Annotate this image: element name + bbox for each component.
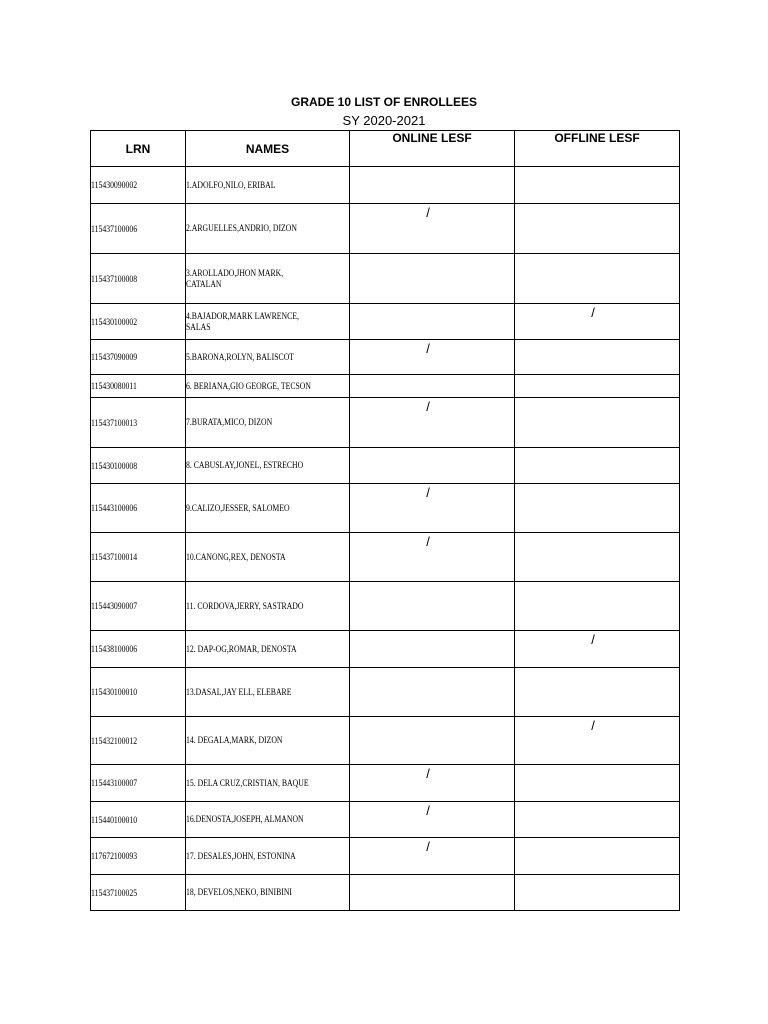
student-name: 7.BURATA,MICO, DIZON — [186, 417, 273, 427]
lrn-cell — [91, 533, 186, 582]
online-lesf-cell — [350, 582, 515, 631]
offline-lesf-cell — [515, 375, 680, 398]
online-check-mark: / — [426, 839, 430, 854]
offline-lesf-cell — [515, 484, 680, 533]
student-name: 4.BAJADOR,MARK LAWRENCE, SALAS — [186, 310, 299, 332]
lrn-value: 115438100006 — [91, 644, 138, 654]
lrn-value: 115437100006 — [91, 223, 138, 234]
student-name: 17. DESALES,JOHN, ESTONINA — [186, 850, 296, 861]
table-row — [91, 167, 680, 204]
lrn-value: 117672100093 — [91, 851, 138, 861]
online-lesf-cell — [350, 484, 515, 533]
name-cell — [186, 875, 350, 911]
offline-lesf-cell — [515, 802, 680, 838]
lrn-value: 115437100013 — [91, 417, 138, 428]
online-lesf-cell — [350, 631, 515, 668]
online-lesf-cell — [350, 340, 515, 375]
lrn-value: 115443100006 — [91, 503, 138, 513]
table-row — [91, 717, 680, 765]
online-lesf-cell — [350, 838, 515, 875]
table-row — [91, 533, 680, 582]
offline-lesf-cell — [515, 631, 680, 668]
student-name: 6. BERIANA,GIO GEORGE, TECSON — [186, 380, 311, 391]
lrn-cell — [91, 582, 186, 631]
student-name: 12. DAP-OG,ROMAR, DENOSTA — [186, 643, 297, 654]
student-name: 15. DELA CRUZ,CRISTIAN, BAQUE — [186, 777, 309, 788]
lrn-value: 115430100010 — [91, 687, 138, 697]
lrn-cell — [91, 717, 186, 765]
online-lesf-cell — [350, 717, 515, 765]
lrn-value: 115430080011 — [91, 381, 137, 391]
lrn-cell — [91, 668, 186, 717]
student-name: 16.DENOSTA,JOSEPH, ALMANON — [186, 814, 304, 824]
table-row — [91, 631, 680, 668]
student-name: 2.ARGUELLES,ANDRIO, DIZON — [186, 223, 297, 233]
header-lrn: LRN — [91, 131, 186, 167]
table-row — [91, 802, 680, 838]
lrn-cell — [91, 448, 186, 484]
student-name: 8. CABUSLAY,JONEL, ESTRECHO — [186, 460, 304, 470]
lrn-cell — [91, 398, 186, 448]
table-body — [91, 167, 680, 911]
lrn-value: 115437100008 — [91, 273, 138, 284]
online-lesf-cell — [350, 533, 515, 582]
table-header-row — [91, 131, 680, 167]
online-check-mark: / — [426, 341, 430, 356]
student-name: 9.CALIZO,JESSER, SALOMEO — [186, 502, 290, 513]
lrn-cell — [91, 204, 186, 254]
table-row — [91, 375, 680, 398]
name-cell — [186, 631, 350, 668]
name-cell — [186, 668, 350, 717]
online-lesf-cell — [350, 398, 515, 448]
name-cell — [186, 448, 350, 484]
name-cell — [186, 340, 350, 375]
lrn-value: 115432100012 — [91, 735, 138, 746]
student-name: 3.AROLLADO,JHON MARK, CATALAN — [186, 267, 284, 289]
online-check-mark: / — [426, 803, 430, 818]
online-lesf-cell — [350, 204, 515, 254]
table-row — [91, 304, 680, 340]
lrn-cell — [91, 304, 186, 340]
online-lesf-cell — [350, 304, 515, 340]
lrn-value: 115443100007 — [91, 778, 138, 788]
online-lesf-cell — [350, 375, 515, 398]
name-cell — [186, 304, 350, 340]
lrn-cell — [91, 631, 186, 668]
online-lesf-cell — [350, 167, 515, 204]
table-row — [91, 582, 680, 631]
table-row — [91, 838, 680, 875]
offline-lesf-cell — [515, 875, 680, 911]
name-cell — [186, 398, 350, 448]
offline-lesf-cell — [515, 340, 680, 375]
online-lesf-cell — [350, 875, 515, 911]
table-row — [91, 448, 680, 484]
header-offline-lesf: OFFLINE LESF — [515, 131, 680, 167]
lrn-value: 115443090007 — [91, 601, 138, 611]
student-name: 5.BARONA,ROLYN, BALISCOT — [186, 351, 295, 362]
table-row — [91, 398, 680, 448]
lrn-cell — [91, 167, 186, 204]
offline-lesf-cell — [515, 717, 680, 765]
enrollees-table — [90, 130, 680, 911]
offline-check-mark: / — [591, 305, 595, 320]
lrn-value: 115440100010 — [91, 814, 138, 825]
school-year: SY 2020-2021 — [342, 113, 426, 128]
name-cell — [186, 802, 350, 838]
name-cell — [186, 484, 350, 533]
name-cell — [186, 765, 350, 802]
student-name: 10.CANONG,REX, DENOSTA — [186, 551, 286, 562]
offline-lesf-cell — [515, 448, 680, 484]
table-row — [91, 340, 680, 375]
lrn-cell — [91, 765, 186, 802]
name-cell — [186, 838, 350, 875]
offline-lesf-cell — [515, 668, 680, 717]
lrn-value: 115430100002 — [91, 316, 138, 327]
table-row — [91, 875, 680, 911]
offline-lesf-cell — [515, 398, 680, 448]
lrn-cell — [91, 340, 186, 375]
offline-lesf-cell — [515, 167, 680, 204]
name-cell — [186, 717, 350, 765]
student-name: 11. CORDOVA,JERRY, SASTRADO — [186, 600, 304, 611]
online-lesf-cell — [350, 254, 515, 304]
online-check-mark: / — [426, 766, 430, 781]
online-check-mark: / — [426, 399, 430, 414]
offline-lesf-cell — [515, 254, 680, 304]
table-row — [91, 204, 680, 254]
lrn-value: 115430090002 — [91, 180, 138, 190]
lrn-value: 115430100008 — [91, 460, 138, 471]
name-cell — [186, 582, 350, 631]
online-lesf-cell — [350, 668, 515, 717]
lrn-cell — [91, 484, 186, 533]
offline-lesf-cell — [515, 304, 680, 340]
lrn-value: 115437100014 — [91, 552, 138, 562]
table-row — [91, 668, 680, 717]
lrn-cell — [91, 802, 186, 838]
lrn-cell — [91, 838, 186, 875]
online-check-mark: / — [426, 205, 430, 220]
offline-lesf-cell — [515, 533, 680, 582]
student-name: 1.ADOLFO,NILO, ERIBAL — [186, 179, 276, 190]
online-check-mark: / — [426, 534, 430, 549]
lrn-cell — [91, 875, 186, 911]
student-name: 18, DEVELOS,NEKO, BINIBINI — [186, 887, 292, 897]
document-title: GRADE 10 LIST OF ENROLLEES — [290, 95, 478, 109]
name-cell — [186, 533, 350, 582]
table-row — [91, 484, 680, 533]
offline-lesf-cell — [515, 838, 680, 875]
lrn-cell — [91, 254, 186, 304]
name-cell — [186, 167, 350, 204]
online-check-mark: / — [426, 485, 430, 500]
lrn-cell — [91, 375, 186, 398]
offline-check-mark: / — [591, 632, 595, 647]
online-lesf-cell — [350, 802, 515, 838]
online-lesf-cell — [350, 765, 515, 802]
online-lesf-cell — [350, 448, 515, 484]
student-name: 14. DEGALA,MARK, DIZON — [186, 735, 283, 745]
offline-lesf-cell — [515, 582, 680, 631]
student-name: 13.DASAL,JAY ELL, ELEBARE — [186, 686, 292, 697]
offline-check-mark: / — [591, 718, 595, 733]
table-row — [91, 254, 680, 304]
table-row — [91, 765, 680, 802]
offline-lesf-cell — [515, 204, 680, 254]
lrn-value: 115437090009 — [91, 352, 138, 362]
offline-lesf-cell — [515, 765, 680, 802]
header-names: NAMES — [186, 131, 350, 167]
header-online-lesf: ONLINE LESF — [350, 131, 515, 167]
name-cell — [186, 375, 350, 398]
name-cell — [186, 254, 350, 304]
lrn-value: 115437100025 — [91, 887, 138, 898]
name-cell — [186, 204, 350, 254]
